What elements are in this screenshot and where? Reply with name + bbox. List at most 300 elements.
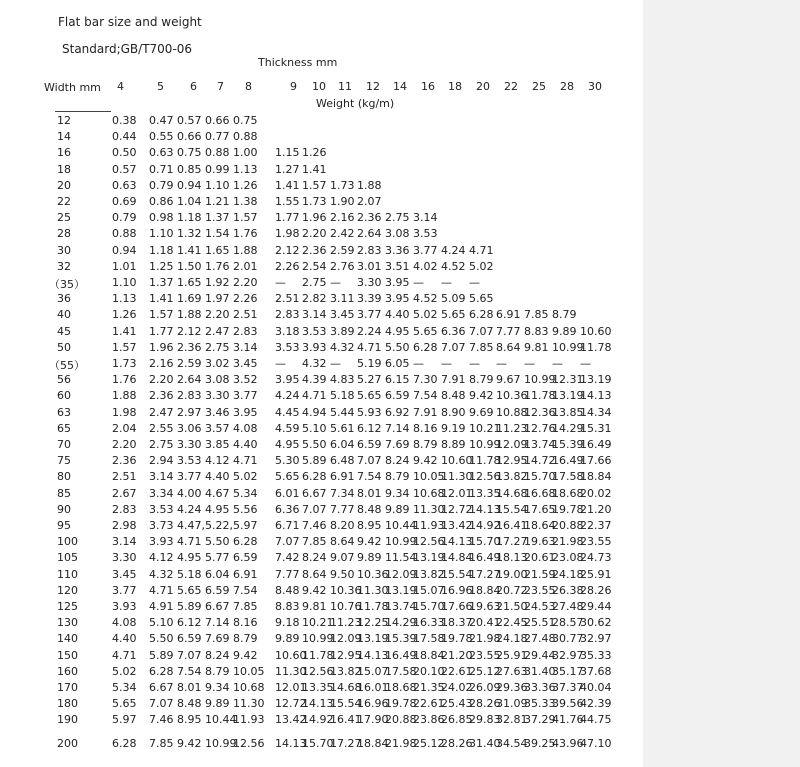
weight-cell: 16.68 <box>524 486 556 500</box>
weight-cell: 3.45 <box>233 357 258 370</box>
row-width: 22 <box>57 195 71 208</box>
weight-cell: 5.50 <box>205 535 230 549</box>
weight-cell: 3.14 <box>302 308 327 322</box>
thickness-header: 12 <box>366 80 380 93</box>
weight-cell: 5.50 <box>149 632 174 646</box>
weight-cell: 6.59 <box>205 583 230 597</box>
weight-cell: 4.00 <box>177 486 202 500</box>
weight-cell: 3.53 <box>413 227 438 241</box>
weight-cell: 11.78 <box>357 600 389 613</box>
weight-cell: 4.71 <box>469 243 494 257</box>
weight-cell: 17.27 <box>496 535 528 549</box>
weight-cell: 11.30 <box>275 664 307 678</box>
weight-cell: 1.96 <box>302 211 327 225</box>
weight-cell: 19.63 <box>469 600 501 613</box>
weight-cell: 12.09 <box>496 438 528 451</box>
weight-cell: 4.59 <box>275 421 300 435</box>
weight-cell: 1.18 <box>177 211 202 225</box>
weight-cell: 11.23 <box>330 616 362 630</box>
weight-cell: 14.13 <box>275 736 307 750</box>
weight-cell: 3.18 <box>275 324 300 338</box>
weight-cell: 14.34 <box>580 405 612 419</box>
weight-cell: 2.20 <box>112 438 137 451</box>
weight-cell: 24.53 <box>524 600 556 613</box>
weight-cell: 9.07 <box>330 551 355 565</box>
weight-cell: 41.76 <box>552 713 584 727</box>
weight-cell: 4.52 <box>413 292 438 306</box>
weight-cell: 25.91 <box>496 648 528 662</box>
weight-cell: 19.63 <box>524 535 556 549</box>
weight-cell: 21.50 <box>496 600 528 613</box>
weight-cell: 14.13 <box>357 648 389 662</box>
weight-cell: 1.15 <box>275 146 300 160</box>
row-width: 70 <box>57 438 71 451</box>
weight-cell: 1.73 <box>302 195 327 208</box>
weight-cell: 7.42 <box>275 551 300 565</box>
row-width: 14 <box>57 130 71 144</box>
weight-cell: 15.70 <box>524 470 556 484</box>
weight-cell: 10.21 <box>469 421 501 435</box>
weight-cell: 1.76 <box>112 373 137 387</box>
row-width: 45 <box>57 324 71 338</box>
weight-cell: 7.34 <box>330 486 355 500</box>
weight-cell: 33.36 <box>524 681 556 694</box>
weight-cell: 18.37 <box>441 616 473 630</box>
weight-cell: 7.54 <box>177 664 202 678</box>
weight-cell: 5.27 <box>357 373 382 387</box>
weight-cell: 2.26 <box>275 259 300 273</box>
weight-cell: 13.82 <box>413 567 445 581</box>
weight-cell: 6.48 <box>330 454 355 468</box>
weight-cell: 24.18 <box>496 632 528 646</box>
weight-cell: 14.13 <box>441 535 473 549</box>
weight-cell: 3.08 <box>385 227 410 241</box>
weight-cell: 2.04 <box>112 421 137 435</box>
weight-cell: 35.33 <box>524 697 556 711</box>
weight-cell: — <box>552 357 563 370</box>
weight-cell: 1.26 <box>112 308 137 322</box>
weight-cell: 37.29 <box>524 713 556 727</box>
weight-cell: 5.22, <box>205 519 233 532</box>
weight-cell: 12.36 <box>524 405 556 419</box>
weight-cell: 2.20 <box>302 227 327 241</box>
weight-cell: 16.33 <box>413 616 445 630</box>
weight-unit-label: Weight (kg/m) <box>316 97 395 110</box>
weight-cell: 18.84 <box>469 583 501 597</box>
weight-cell: 3.14 <box>149 470 174 484</box>
weight-cell: 10.99 <box>302 632 334 646</box>
weight-cell: 12.72 <box>275 697 307 711</box>
weight-cell: — <box>580 357 591 370</box>
weight-cell: 2.36 <box>112 454 137 468</box>
weight-cell: 10.99 <box>469 438 501 451</box>
weight-cell: 8.24 <box>205 648 230 662</box>
weight-cell: 3.30 <box>205 389 230 403</box>
weight-cell: 35.17 <box>552 664 584 678</box>
weight-cell: 8.89 <box>441 438 466 451</box>
weight-cell: 2.36 <box>149 389 174 403</box>
weight-cell: 5.65 <box>413 324 438 338</box>
weight-cell: 26.38 <box>552 583 584 597</box>
weight-cell: 4.95 <box>385 324 410 338</box>
weight-cell: 12.95 <box>496 454 528 468</box>
weight-cell: 6.67 <box>149 681 174 694</box>
weight-cell: 13.19 <box>413 551 445 565</box>
weight-cell: 2.51 <box>233 308 258 322</box>
weight-cell: 0.38 <box>112 114 137 127</box>
weight-cell: 7.77 <box>330 502 355 516</box>
weight-cell: 0.44 <box>112 130 137 144</box>
weight-cell: 16.41 <box>330 713 362 727</box>
weight-cell: 23.55 <box>580 535 612 549</box>
weight-cell: 18.13 <box>496 551 528 565</box>
weight-cell: 5.34 <box>112 681 137 694</box>
weight-cell: 32.97 <box>580 632 612 646</box>
weight-cell: 6.91 <box>330 470 355 484</box>
weight-cell: 0.94 <box>112 243 137 257</box>
thickness-header: 28 <box>560 80 574 93</box>
weight-cell: 3.53 <box>149 502 174 516</box>
weight-cell: 35.33 <box>580 648 612 662</box>
weight-cell: 5.50 <box>302 438 327 451</box>
weight-cell: 0.63 <box>112 178 137 192</box>
weight-cell: 3.89 <box>330 324 355 338</box>
weight-cell: 12.72 <box>441 502 473 516</box>
weight-cell: 4.47, <box>177 519 205 532</box>
weight-cell: 1.57 <box>233 211 258 225</box>
thickness-header: 11 <box>338 80 352 93</box>
weight-cell: 1.21 <box>205 195 230 208</box>
weight-cell: — <box>441 276 452 289</box>
weight-cell: 11.93 <box>233 713 265 727</box>
weight-cell: 9.81 <box>524 340 549 354</box>
weight-cell: 4.32 <box>149 567 174 581</box>
weight-cell: 1.77 <box>149 324 174 338</box>
thickness-label: Thickness mm <box>258 56 338 69</box>
weight-cell: 28.57 <box>552 616 584 630</box>
row-width: 12 <box>57 114 71 127</box>
weight-cell: 5.30 <box>275 454 300 468</box>
weight-cell: 2.01 <box>233 259 258 273</box>
weight-cell: 2.47 <box>149 405 174 419</box>
weight-cell: 22.61 <box>413 697 445 711</box>
weight-cell: 6.28 <box>413 340 438 354</box>
weight-cell: 6.01 <box>275 486 300 500</box>
weight-cell: 0.88 <box>205 146 230 160</box>
weight-cell: 10.60 <box>441 454 473 468</box>
weight-cell: 0.55 <box>149 130 174 144</box>
weight-cell: 11.93 <box>413 519 445 532</box>
weight-cell: 4.40 <box>385 308 410 322</box>
weight-cell: 3.77 <box>357 308 382 322</box>
weight-cell: 10.60 <box>580 324 612 338</box>
weight-cell: 31.40 <box>469 736 501 750</box>
weight-cell: 15.39 <box>385 632 417 646</box>
weight-cell: 5.18 <box>177 567 202 581</box>
weight-cell: 10.68 <box>413 486 445 500</box>
weight-cell: 7.85 <box>469 340 494 354</box>
weight-cell: 2.26 <box>233 292 258 306</box>
weight-cell: 10.99 <box>552 340 584 354</box>
weight-cell: 14.29 <box>385 616 417 630</box>
weight-cell: 0.71 <box>149 162 174 176</box>
weight-cell: 6.59 <box>233 551 258 565</box>
weight-cell: 9.50 <box>330 567 355 581</box>
weight-cell: 1.00 <box>233 146 258 160</box>
weight-cell: 7.30 <box>413 373 438 387</box>
weight-cell: 0.66 <box>177 130 202 144</box>
weight-cell: 17.27 <box>469 567 501 581</box>
weight-cell: 1.10 <box>205 178 230 192</box>
weight-cell: 2.24 <box>357 324 382 338</box>
weight-cell: 14.13 <box>580 389 612 403</box>
weight-cell: 0.86 <box>149 195 174 208</box>
weight-cell: 15.54 <box>330 697 362 711</box>
weight-cell: 4.40 <box>205 470 230 484</box>
weight-cell: 8.79 <box>205 664 230 678</box>
weight-cell: 4.71 <box>357 340 382 354</box>
weight-cell: 7.07 <box>357 454 382 468</box>
weight-cell: 2.98 <box>112 519 137 532</box>
weight-cell: 12.95 <box>330 648 362 662</box>
weight-cell: 5.89 <box>149 648 174 662</box>
weight-cell: 21.98 <box>469 632 501 646</box>
document-title: Flat bar size and weight <box>58 15 202 29</box>
weight-cell: 14.29 <box>552 421 584 435</box>
row-width: 105 <box>57 551 78 565</box>
weight-cell: 9.42 <box>177 736 202 750</box>
weight-cell: 13.19 <box>580 373 612 387</box>
weight-cell: 3.39 <box>357 292 382 306</box>
weight-cell: 8.01 <box>177 681 202 694</box>
weight-cell: 7.07 <box>149 697 174 711</box>
weight-cell: 12.31 <box>552 373 584 387</box>
weight-cell: 5.34 <box>233 486 258 500</box>
weight-cell: 7.14 <box>205 616 230 630</box>
weight-cell: 3.95 <box>275 373 300 387</box>
weight-cell: 1.69 <box>177 292 202 306</box>
weight-cell: 43.96 <box>552 736 584 750</box>
weight-cell: 5.97 <box>233 519 258 532</box>
weight-cell: 16.96 <box>441 583 473 597</box>
weight-cell: 1.57 <box>149 308 174 322</box>
weight-cell: 37.37 <box>552 681 584 694</box>
weight-cell: 4.40 <box>112 632 137 646</box>
row-width: 80 <box>57 470 71 484</box>
weight-cell: 13.42 <box>275 713 307 727</box>
weight-cell: 25.51 <box>524 616 556 630</box>
weight-cell: 8.01 <box>357 486 382 500</box>
weight-cell: 10.99 <box>524 373 556 387</box>
weight-cell: 28.26 <box>580 583 612 597</box>
weight-cell: 3.93 <box>112 600 137 613</box>
weight-cell: 3.93 <box>302 340 327 354</box>
weight-cell: 13.19 <box>385 583 417 597</box>
weight-cell: 1.65 <box>177 276 202 289</box>
weight-cell: 1.10 <box>112 276 137 289</box>
weight-cell: 3.77 <box>233 389 258 403</box>
weight-cell: 7.69 <box>385 438 410 451</box>
weight-cell: 2.83 <box>357 243 382 257</box>
weight-cell: 3.11 <box>330 292 355 306</box>
weight-cell: 9.67 <box>496 373 521 387</box>
weight-cell: 3.95 <box>233 405 258 419</box>
weight-cell: 8.95 <box>177 713 202 727</box>
weight-cell: 7.46 <box>302 519 327 532</box>
weight-cell: 30.62 <box>580 616 612 630</box>
weight-cell: 1.97 <box>205 292 230 306</box>
weight-cell: 32.81 <box>496 713 528 727</box>
weight-cell: 1.55 <box>275 195 300 208</box>
weight-cell: 22.61 <box>441 664 473 678</box>
weight-cell: 3.57 <box>205 421 230 435</box>
row-width: 25 <box>57 211 71 225</box>
weight-cell: 18.84 <box>357 736 389 750</box>
weight-cell: 4.83 <box>330 373 355 387</box>
weight-cell: 7.07 <box>469 324 494 338</box>
weight-cell: 15.31 <box>580 421 612 435</box>
width-column-header: Width mm <box>44 81 101 94</box>
weight-cell: 18.64 <box>524 519 556 532</box>
weight-cell: 5.65 <box>441 308 466 322</box>
weight-cell: 0.79 <box>149 178 174 192</box>
thickness-header: 22 <box>504 80 518 93</box>
weight-cell: 9.89 <box>357 551 382 565</box>
weight-cell: 3.30 <box>357 276 382 289</box>
thickness-header: 7 <box>217 80 224 93</box>
weight-cell: 0.98 <box>149 211 174 225</box>
weight-cell: 37.68 <box>580 664 612 678</box>
weight-cell: 8.48 <box>357 502 382 516</box>
weight-cell: 7.77 <box>496 324 521 338</box>
weight-cell: 29.44 <box>580 600 612 613</box>
weight-cell: 8.90 <box>441 405 466 419</box>
weight-cell: 6.59 <box>177 632 202 646</box>
weight-cell: 11.30 <box>413 502 445 516</box>
weight-cell: 15.54 <box>496 502 528 516</box>
weight-cell: — <box>275 276 286 289</box>
weight-cell: 11.23 <box>496 421 528 435</box>
weight-cell: 8.79 <box>469 373 494 387</box>
weight-cell: 5.19 <box>357 357 382 370</box>
weight-cell: 22.37 <box>580 519 612 532</box>
weight-cell: 0.69 <box>112 195 137 208</box>
weight-cell: 28.26 <box>441 736 473 750</box>
weight-cell: 14.72 <box>524 454 556 468</box>
weight-cell: 4.67 <box>205 486 230 500</box>
weight-cell: 14.68 <box>496 486 528 500</box>
weight-cell: 4.08 <box>112 616 137 630</box>
weight-cell: 2.47 <box>205 324 230 338</box>
weight-cell: 15.54 <box>441 567 473 581</box>
weight-cell: 3.45 <box>330 308 355 322</box>
weight-cell: 5.65 <box>469 292 494 306</box>
weight-cell: 15.07 <box>413 583 445 597</box>
weight-cell: 19.00 <box>496 567 528 581</box>
weight-cell: 40.04 <box>580 681 612 694</box>
weight-cell: 2.42 <box>330 227 355 241</box>
weight-cell: 21.98 <box>385 736 417 750</box>
weight-cell: 7.91 <box>413 405 438 419</box>
weight-cell: 10.36 <box>496 389 528 403</box>
row-width: 130 <box>57 616 78 630</box>
weight-cell: 4.45 <box>275 405 300 419</box>
row-width: （55） <box>49 359 85 372</box>
weight-cell: 8.95 <box>357 519 382 532</box>
weight-cell: 3.77 <box>112 583 137 597</box>
weight-cell: 7.07 <box>302 502 327 516</box>
weight-cell: 4.95 <box>275 438 300 451</box>
weight-cell: 18.84 <box>413 648 445 662</box>
weight-cell: 14.68 <box>330 681 362 694</box>
weight-cell: 11.78 <box>580 340 612 354</box>
weight-cell: 24.73 <box>580 551 612 565</box>
weight-cell: 4.08 <box>233 421 258 435</box>
weight-cell: 1.38 <box>233 195 258 208</box>
weight-cell: 2.20 <box>149 373 174 387</box>
weight-cell: 8.24 <box>302 551 327 565</box>
weight-cell: 3.53 <box>177 454 202 468</box>
weight-cell: 0.75 <box>177 146 202 160</box>
thickness-header: 20 <box>476 80 490 93</box>
row-width: 110 <box>57 567 78 581</box>
weight-cell: 1.41 <box>275 178 300 192</box>
weight-cell: 6.28 <box>302 470 327 484</box>
weight-cell: 2.75 <box>149 438 174 451</box>
weight-cell: 1.96 <box>149 340 174 354</box>
weight-cell: 5.50 <box>385 340 410 354</box>
weight-cell: 13.19 <box>357 632 389 646</box>
weight-cell: 8.20 <box>330 519 355 532</box>
weight-cell: 8.24 <box>385 454 410 468</box>
weight-cell: 7.85 <box>524 308 549 322</box>
weight-cell: 0.57 <box>112 162 137 176</box>
weight-cell: 19.78 <box>385 697 417 711</box>
weight-cell: 0.66 <box>205 114 230 127</box>
weight-cell: 1.37 <box>205 211 230 225</box>
weight-cell: 29.36 <box>496 681 528 694</box>
weight-cell: 18.84 <box>580 470 612 484</box>
row-width: 125 <box>57 600 78 613</box>
row-width: 200 <box>57 736 78 750</box>
weight-cell: 2.76 <box>330 259 355 273</box>
weight-cell: 0.77 <box>205 130 230 144</box>
weight-cell: 1.32 <box>177 227 202 241</box>
weight-cell: 1.57 <box>112 340 137 354</box>
weight-cell: 2.82 <box>302 292 327 306</box>
weight-cell: 4.95 <box>205 502 230 516</box>
weight-cell: 3.06 <box>177 421 202 435</box>
weight-cell: 16.96 <box>357 697 389 711</box>
weight-cell: 5.10 <box>302 421 327 435</box>
weight-cell: 11.54 <box>385 551 417 565</box>
row-width: 170 <box>57 681 78 694</box>
weight-cell: 15.70 <box>413 600 445 613</box>
weight-cell: 17.58 <box>413 632 445 646</box>
weight-cell: 0.88 <box>233 130 258 144</box>
weight-cell: 13.74 <box>524 438 556 451</box>
weight-cell: 3.08 <box>205 373 230 387</box>
weight-cell: 5.44 <box>330 405 355 419</box>
weight-cell: 5.18 <box>330 389 355 403</box>
weight-cell: 5.65 <box>177 583 202 597</box>
weight-cell: 3.77 <box>177 470 202 484</box>
thickness-header: 14 <box>393 80 407 93</box>
weight-cell: 2.75 <box>302 276 327 289</box>
weight-cell: 4.91 <box>149 600 174 613</box>
weight-cell: 9.89 <box>275 632 300 646</box>
weight-cell: 2.07 <box>357 195 382 208</box>
